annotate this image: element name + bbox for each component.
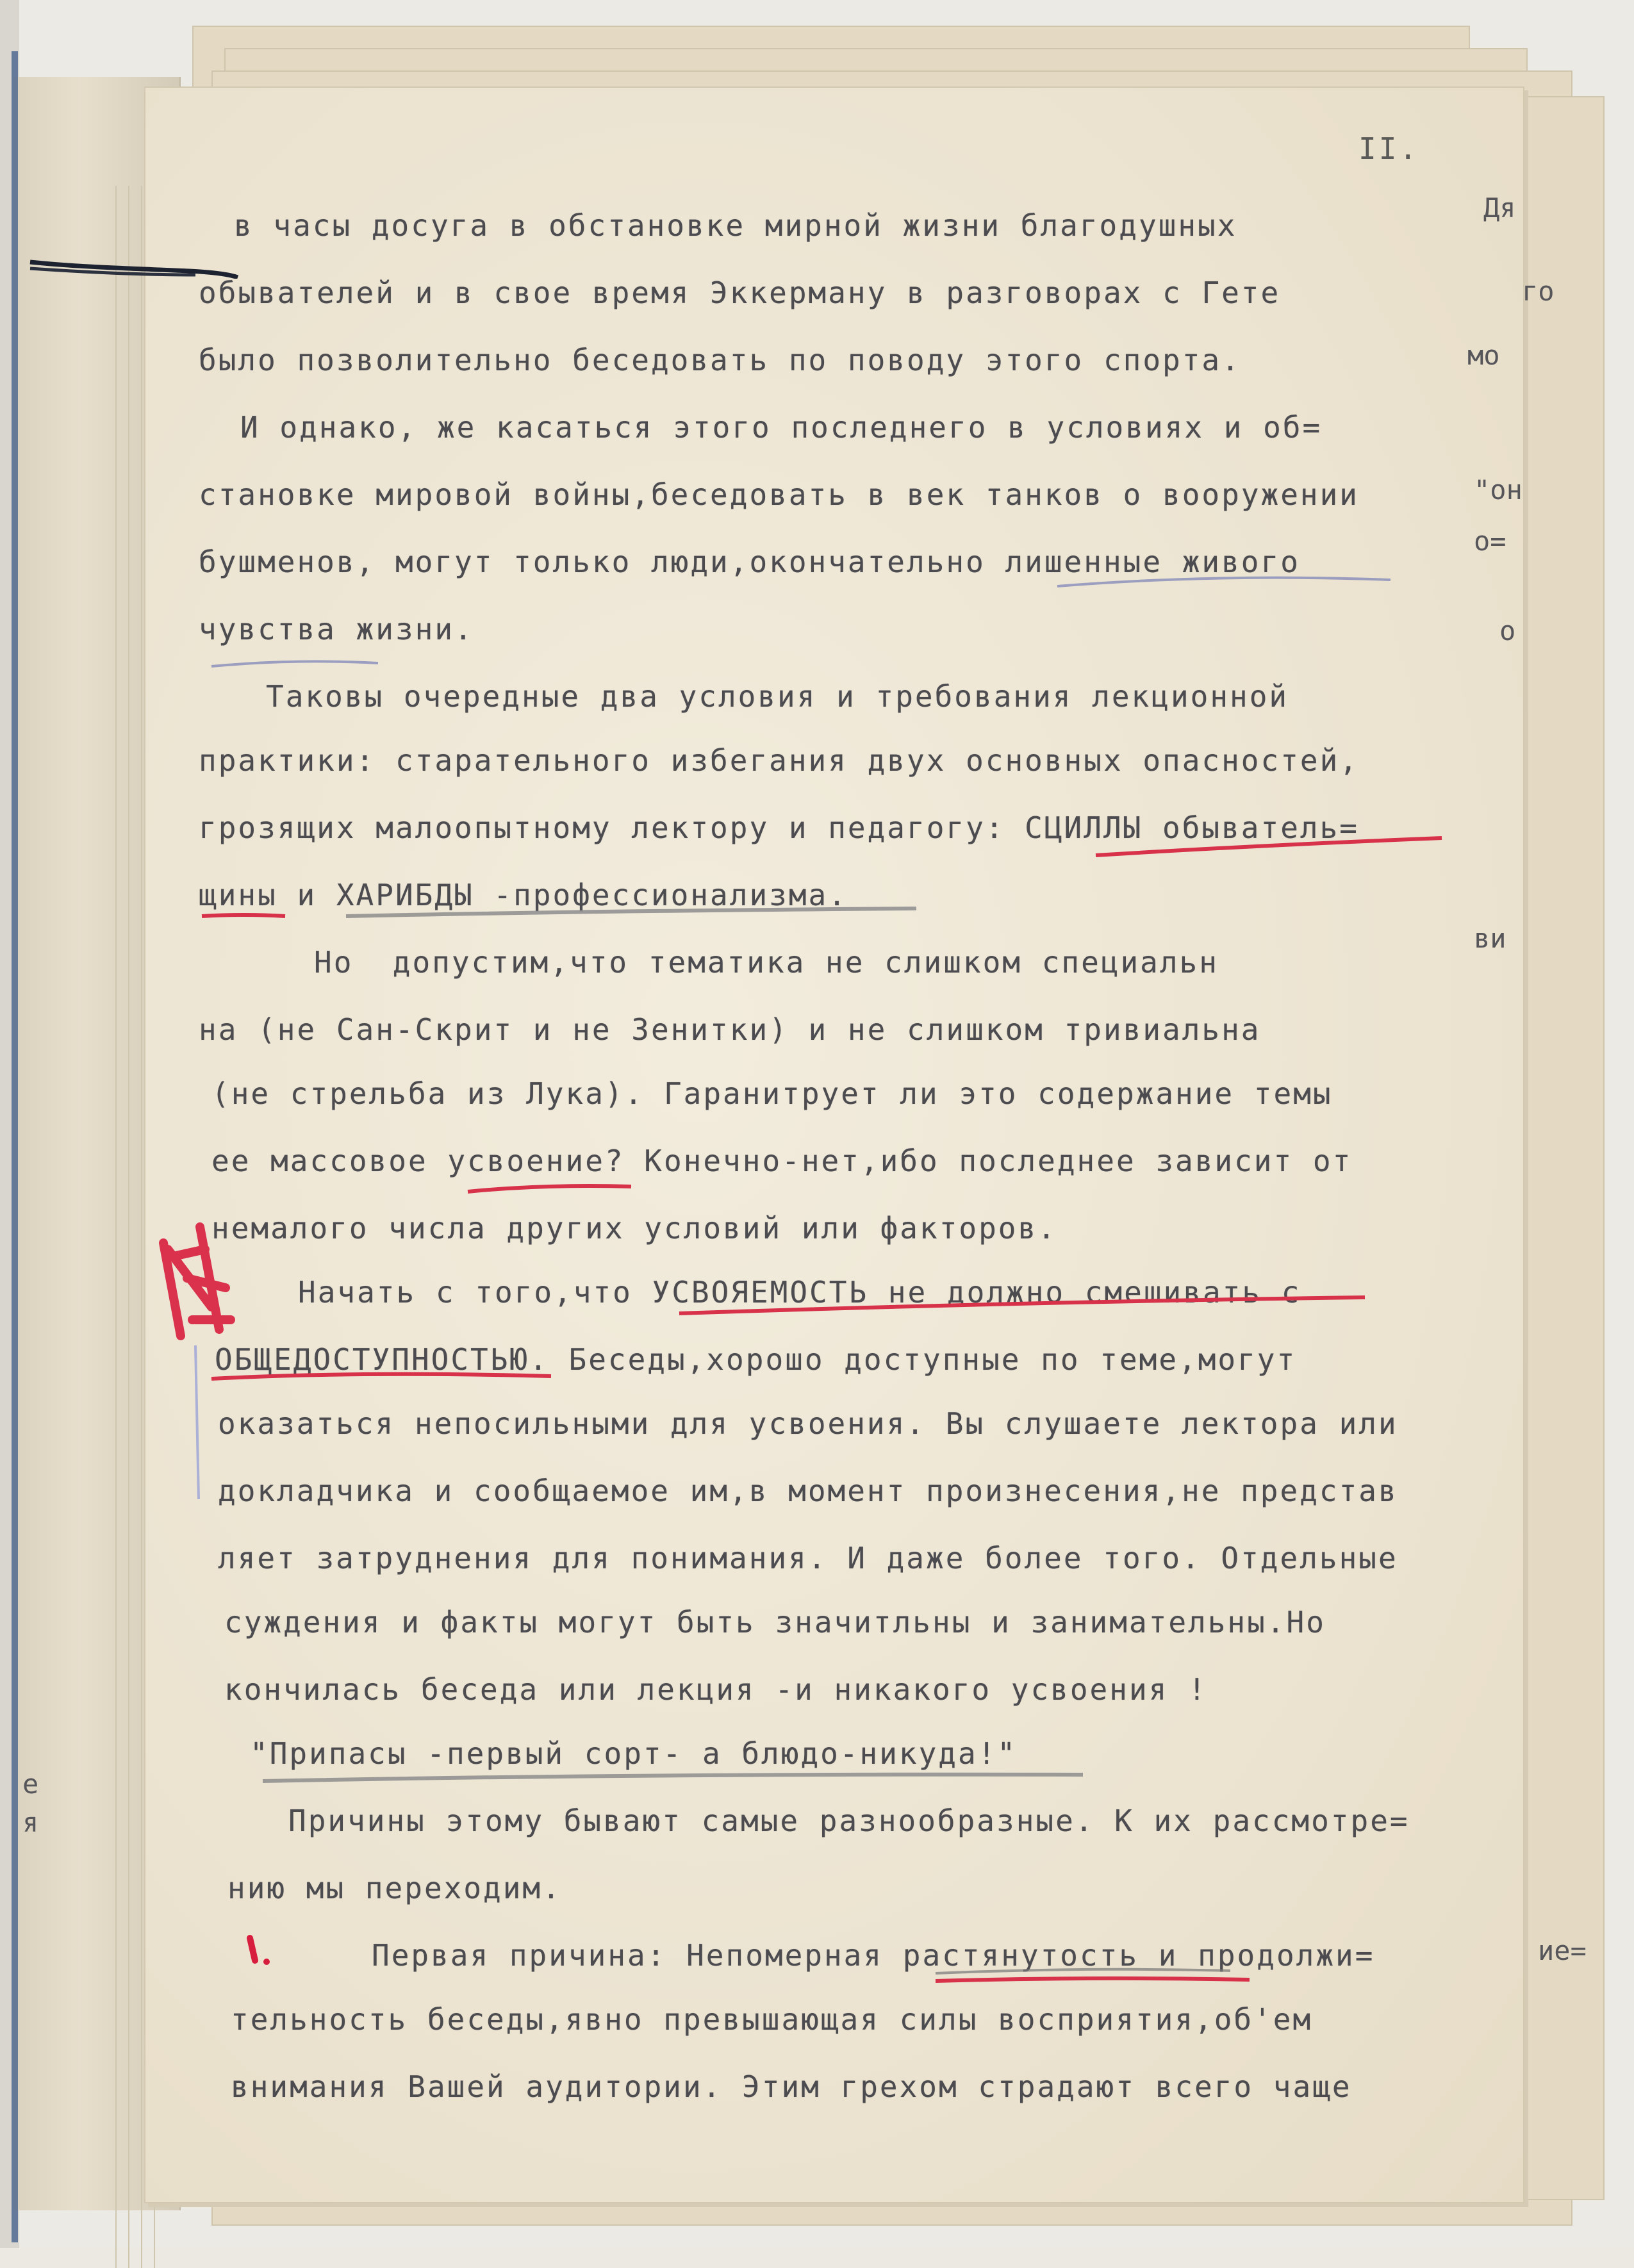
side-fragment: "он (1474, 474, 1523, 505)
text-line: И однако, же касаться этого последнего в условиях и об= (240, 410, 1323, 445)
text-line: тельность беседы,явно превышающая силы восприятия,об'ем (231, 2002, 1313, 2037)
side-fragment: го (1522, 275, 1555, 307)
text-line: суждения и факты могут быть значитльны и занимательны.Но (224, 1605, 1326, 1639)
side-fragment: мо (1467, 340, 1500, 371)
text-line: немалого числа других условий или факторов. (211, 1211, 1057, 1245)
side-fragment: о= (1474, 525, 1506, 557)
text-line: Причины этому бывают самые разнообразные. К их рассмотре= (288, 1804, 1410, 1838)
side-fragment: о (1499, 615, 1516, 646)
side-fragment: е (22, 1768, 39, 1800)
text-line: ОБЩЕДОСТУПНОСТЬЮ. Беседы,хорошо доступные по теме,могут (215, 1342, 1297, 1377)
text-line: "Припасы -первый сорт- а блюдо-никуда!" (250, 1736, 1018, 1771)
text-line: чувства жизни. (199, 612, 474, 646)
text-line: внимания Вашей аудитории. Этим грехом страдают всего чаще (231, 2069, 1352, 2104)
text-line: нию мы переходим. (227, 1871, 562, 1905)
page-number: II. (1358, 131, 1420, 166)
text-line: оказаться непосильными для усвоения. Вы слушаете лектора или (218, 1406, 1398, 1441)
text-line: бушменов, могут только люди,окончательно лишенные живого (199, 545, 1300, 579)
text-line: практики: старательного избегания двух основных опасностей, (199, 743, 1359, 778)
text-line: Начать с того,что УСВОЯЕМОСТЬ не должно смешивать с (298, 1275, 1301, 1310)
text-line: Таковы очередные два условия и требования лекционной (266, 679, 1289, 714)
side-fragment: Дя (1483, 192, 1516, 224)
text-line: ляет затруднения для понимания. И даже более того. Отдельные (218, 1541, 1398, 1575)
text-line: Но допустим,что тематика не слишком специальн (314, 945, 1219, 980)
side-fragment: ви (1474, 923, 1506, 954)
text-line: обывателей и в свое время Эккерману в разговорах с Гете (199, 275, 1281, 310)
text-line: докладчика и сообщаемое им,в момент произнесения,не представ (218, 1474, 1398, 1508)
text-line: в часы досуга в обстановке мирной жизни благодушных (234, 208, 1237, 243)
text-line: на (не Сан-Скрит и не Зенитки) и не слишком тривиальна (199, 1012, 1261, 1047)
side-fragment: я (22, 1807, 39, 1838)
text-line: было позволительно беседовать по поводу этого спорта. (199, 343, 1241, 377)
text-line: (не стрельба из Лука). Гаранитрует ли это содержание темы (211, 1076, 1333, 1111)
text-line: становке мировой войны,беседовать в век танков о вооружении (199, 477, 1359, 512)
text-line: Первая причина: Непомерная растянутость и продолжи= (372, 1938, 1375, 1973)
side-fragment: ие= (1538, 1935, 1587, 1966)
text-line: щины и ХАРИБДЫ -профессионализма. (199, 878, 848, 912)
text-line: кончилась беседа или лекция -и никакого усвоения ! (224, 1672, 1208, 1707)
text-line: ее массовое усвоение? Конечно-нет,ибо последнее зависит от (211, 1144, 1353, 1178)
text-line: грозящих малоопытному лектору и педагогу: СЦИЛЛЫ обыватель= (199, 810, 1359, 845)
